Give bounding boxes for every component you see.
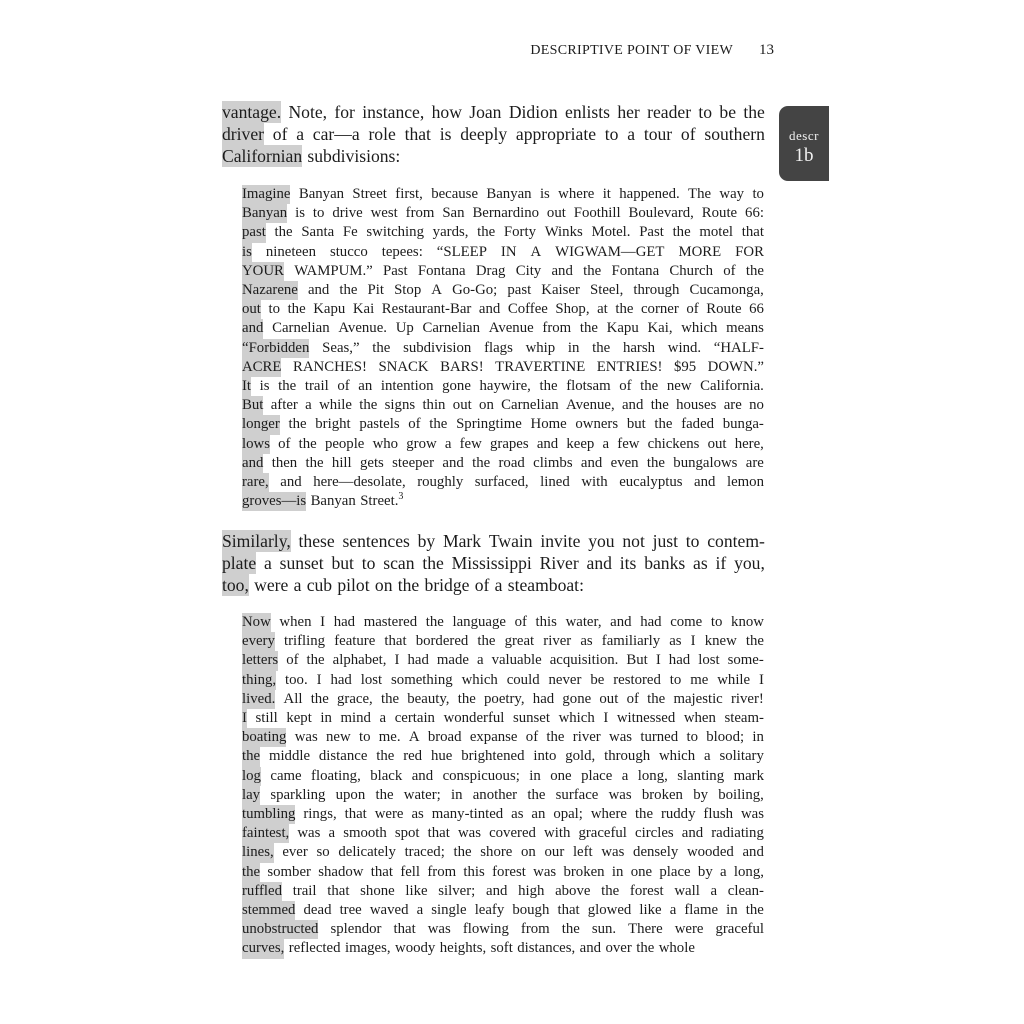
text-line: rare, and here—desolate, roughly surfaced, lined with eucalyptus and lemon — [242, 473, 764, 492]
text-line: Similarly, these sentences by Mark Twain invite you not just to contem- — [222, 531, 765, 551]
didion-block-quote — [242, 185, 764, 511]
text-line: Nazarene and the Pit Stop A Go-Go; past Kaiser Steel, through Cucamonga, — [242, 281, 764, 300]
text-line: It is the trail of an intention gone haywire, the flotsam of the new California. — [242, 377, 764, 396]
text-line: faintest, was a smooth spot that was covered with graceful circles and radiating — [242, 824, 764, 843]
text-line: plate a sunset but to scan the Mississippi River and its banks as if you, — [222, 553, 765, 573]
text-line: groves—is Banyan Street.$^3$ — [242, 492, 764, 511]
twain-intro-paragraph — [222, 530, 765, 596]
text-line: lay sparkling upon the water; in another the surface was broken by boiling, — [242, 786, 764, 805]
running-title: DESCRIPTIVE POINT OF VIEW — [530, 43, 733, 58]
twain-block-quote — [242, 613, 764, 959]
text-line: out to the Kapu Kai Restaurant-Bar and Coffee Shop, at the corner of Route 66 — [242, 300, 764, 319]
section-thumb-tab — [779, 106, 829, 181]
text-line: I still kept in mind a certain wonderful sunset which I witnessed when steam- — [242, 709, 764, 728]
text-line: stemmed dead tree waved a single leafy bough that glowed like a flame in the — [242, 901, 764, 920]
text-line: “Forbidden Seas,” the subdivision flags whip in the harsh wind. “HALF- — [242, 339, 764, 358]
footnote-marker: 3 — [398, 491, 404, 503]
text-line: driver of a car—a role that is deeply appropriate to a tour of southern — [222, 124, 765, 144]
intro-paragraph — [222, 101, 765, 167]
text-line: lows of the people who grow a few grapes and keep a few chickens out here, — [242, 435, 764, 454]
text-line: ruffled trail that shone like silver; and high above the forest wall a clean- — [242, 882, 764, 901]
text-line: Now when I had mastered the language of this water, and had come to know — [242, 613, 764, 632]
text-line: letters of the alphabet, I had made a valuable acquisition. But I had lost some- — [242, 651, 764, 670]
text-line: Imagine Banyan Street first, because Banyan is where it happened. The way to — [242, 185, 764, 204]
text-line: Californian subdivisions: — [222, 146, 401, 166]
text-line: longer the bright pastels of the Springtime Home owners but the faded bunga- — [242, 415, 764, 434]
text-line: lived. All the grace, the beauty, the poetry, had gone out of the majestic river! — [242, 690, 764, 709]
text-line: lines, ever so delicately traced; the shore on our left was densely wooded and — [242, 843, 764, 862]
tab-section-number: 1b — [794, 145, 814, 166]
text-line: But after a while the signs thin out on Carnelian Avenue, and the houses are no — [242, 396, 764, 415]
text-line: and Carnelian Avenue. Up Carnelian Avenue from the Kapu Kai, which means — [242, 319, 764, 338]
text-line: past the Santa Fe switching yards, the Forty Winks Motel. Past the motel that — [242, 223, 764, 242]
text-line: is nineteen stucco tepees: “SLEEP IN A WIGWAM—GET MORE FOR — [242, 243, 764, 262]
text-line: too, were a cub pilot on the bridge of a steamboat: — [222, 575, 584, 595]
text-line: thing, too. I had lost something which could never be restored to me while I — [242, 671, 764, 690]
text-line: vantage. Note, for instance, how Joan Didion enlists her reader to be the — [222, 102, 765, 122]
page-number: 13 — [759, 42, 774, 58]
text-line: ACRE RANCHES! SNACK BARS! TRAVERTINE ENTRIES! $95 DOWN.” — [242, 358, 764, 377]
text-line: and then the hill gets steeper and the road climbs and even the bungalows are — [242, 454, 764, 473]
text-line: unobstructed splendor that was flowing from the sun. There were graceful — [242, 920, 764, 939]
text-line: YOUR WAMPUM.” Past Fontana Drag City and the Fontana Church of the — [242, 262, 764, 281]
text-line: boating was new to me. A broad expanse of the river was turned to blood; in — [242, 728, 764, 747]
tab-section-label: descr — [789, 128, 819, 143]
text-line: curves, reflected images, woody heights, soft distances, and over the whole — [242, 939, 764, 958]
text-line: the somber shadow that fell from this forest was broken in one place by a long, — [242, 863, 764, 882]
text-line: every trifling feature that bordered the great river as familiarly as I knew the — [242, 632, 764, 651]
text-line: tumbling rings, that were as many-tinted as an opal; where the ruddy flush was — [242, 805, 764, 824]
text-line: the middle distance the red hue brightened into gold, through which a solitary — [242, 747, 764, 766]
running-header — [520, 42, 774, 59]
text-line: Banyan is to drive west from San Bernardino out Foothill Boulevard, Route 66: — [242, 204, 764, 223]
text-line: log came floating, black and conspicuous; in one place a long, slanting mark — [242, 767, 764, 786]
